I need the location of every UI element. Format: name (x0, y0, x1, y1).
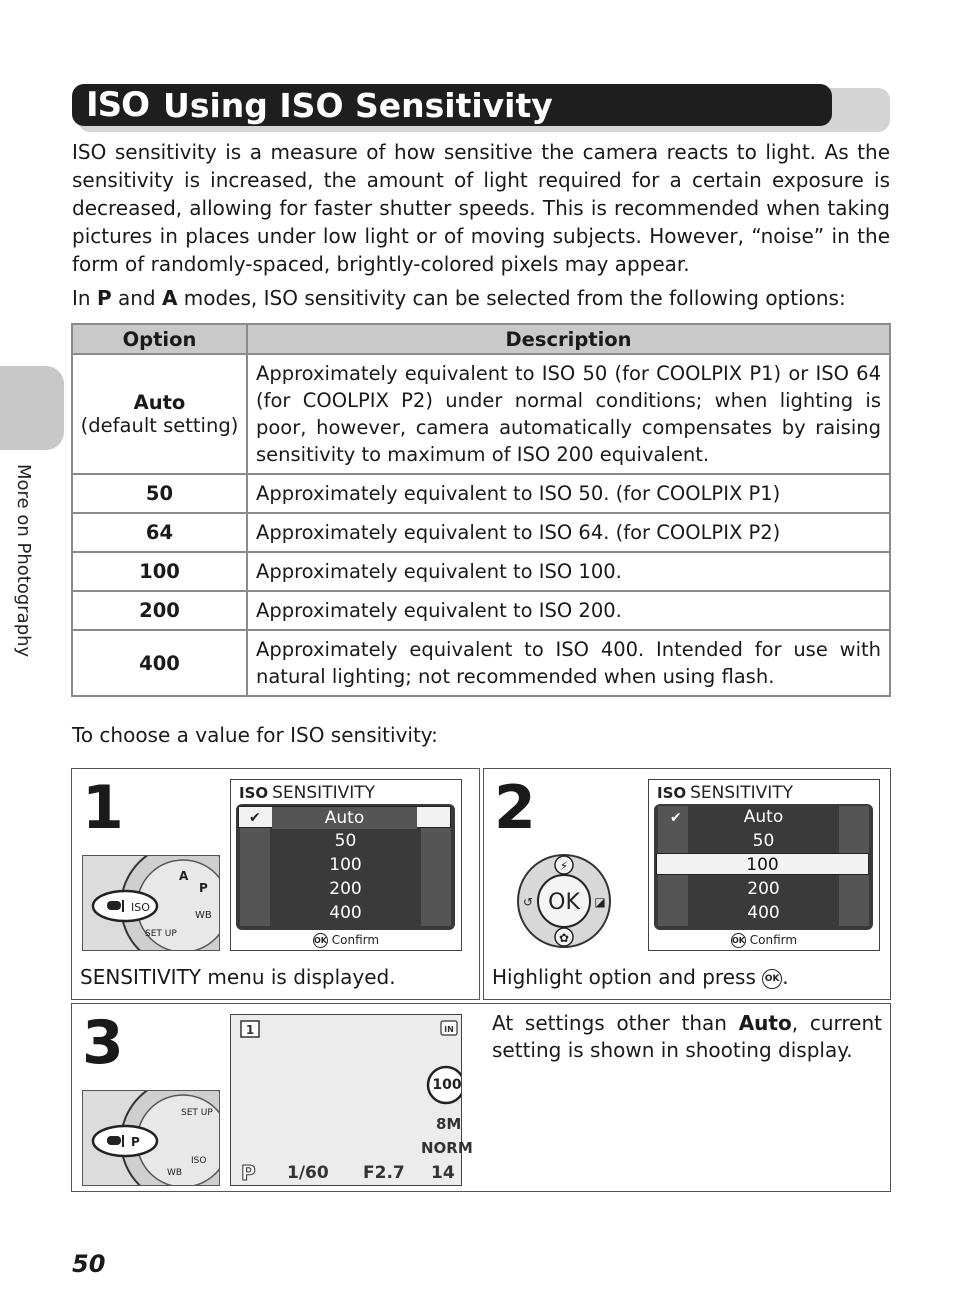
page-number: 50 (72, 1250, 106, 1278)
step-3-text-prefix: At settings other than (492, 1011, 739, 1035)
page-title: Using ISO Sensitivity (163, 85, 553, 125)
ok-button-icon: OK (762, 969, 782, 989)
modes-and: and (111, 286, 162, 310)
step-2 (483, 768, 891, 1000)
aperture-indicator: F2.7 (363, 1163, 405, 1183)
menu-item-auto[interactable] (238, 806, 451, 828)
intro-paragraph: ISO sensitivity is a measure of how sensitive the camera reacts to light. As the sensitivity is increased, the amount of light required for a certain exposure is decreased, allowing for faster shutter speeds. This is recommended when taking pictures in places under low light or of moving subjects. However, “noise” in the form of randomly-spaced, brightly-colored pixels may appear. (72, 140, 890, 276)
ok-icon: OK (313, 933, 328, 948)
menu-panel (236, 804, 455, 930)
option-cell: 100 (72, 552, 247, 591)
shooting-mode-indicator: P (241, 1161, 256, 1185)
option-header: Option (72, 324, 247, 354)
checkmark-icon: ✔ (249, 810, 261, 826)
description-cell: Approximately equivalent to ISO 64. (for COOLPIX P2) (247, 513, 890, 552)
shooting-display (230, 1014, 473, 1186)
step-number: 3 (82, 1008, 124, 1078)
table-row (72, 474, 890, 513)
step-3-text-suffix: , current setting is shown in shooting display. (492, 1011, 882, 1062)
checkmark-icon: ✔ (670, 810, 682, 826)
confirm-label: Confirm (331, 933, 380, 947)
svg-text:SET UP: SET UP (145, 929, 177, 939)
description-cell: Approximately equivalent to ISO 400. Intended for use with natural lighting; not recommended when using flash. (247, 630, 890, 696)
menu-title (239, 783, 375, 803)
table-row (72, 591, 890, 630)
description-header: Description (247, 324, 890, 354)
mode-dial-illustration (82, 855, 220, 951)
table-row (72, 513, 890, 552)
mode-p: P (96, 286, 112, 310)
iso-indicator: 100 (432, 1077, 462, 1093)
menu-item-200[interactable]: 200 (329, 879, 362, 899)
header-bar (72, 84, 832, 126)
option-cell: 64 (72, 513, 247, 552)
confirm-hint (649, 933, 879, 948)
menu-title (657, 783, 793, 803)
step-3-text (492, 1010, 882, 1064)
table-header-row (72, 324, 890, 354)
menu-item-50[interactable]: 50 (334, 831, 357, 851)
table-row (72, 354, 890, 474)
internal-memory-icon: IN (444, 1025, 454, 1034)
ok-icon: OK (731, 933, 746, 948)
frames-remaining-indicator: 14 (431, 1163, 455, 1183)
step-caption-text: Highlight option and press (492, 965, 756, 989)
confirm-hint (231, 933, 461, 948)
option-cell: 200 (72, 591, 247, 630)
menu-panel (654, 804, 873, 930)
step-number: 1 (82, 773, 124, 843)
mode-dial-illustration (82, 1090, 220, 1186)
mode-a: A (161, 286, 178, 310)
chapter-label: More on Photography (13, 464, 34, 658)
menu-item-400[interactable]: 400 (747, 903, 780, 923)
sensitivity-menu-screen (648, 779, 880, 951)
menu-item-label: Auto (272, 807, 417, 829)
menu-item-400[interactable]: 400 (329, 903, 362, 923)
choose-instruction: To choose a value for ISO sensitivity: (72, 723, 438, 747)
option-value: Auto (133, 391, 186, 414)
mode-dial-icon (83, 1091, 220, 1186)
sensitivity-menu-screen (230, 779, 462, 951)
svg-text:WB: WB (167, 1168, 183, 1178)
menu-item-100[interactable]: 100 (656, 853, 869, 875)
modes-prefix: In (72, 286, 97, 310)
description-cell: Approximately equivalent to ISO 100. (247, 552, 890, 591)
chapter-tab (0, 366, 64, 450)
svg-text:OK: OK (548, 890, 580, 915)
svg-text:ISO: ISO (191, 1156, 207, 1166)
svg-text:A: A (179, 869, 189, 883)
menu-item-100[interactable]: 100 (329, 855, 362, 875)
iso-icon: ISO (657, 784, 687, 802)
modes-suffix: modes, ISO sensitivity can be selected from the following options: (177, 286, 846, 310)
modes-paragraph (72, 284, 890, 312)
menu-item-200[interactable]: 200 (747, 879, 780, 899)
multi-selector-icon (514, 851, 614, 951)
confirm-label: Confirm (749, 933, 798, 947)
svg-text:⚡: ⚡ (559, 859, 569, 873)
menu-title-text: SENSITIVITY (272, 783, 376, 803)
table-row (72, 552, 890, 591)
step-3-text-bold: Auto (738, 1011, 792, 1035)
iso-icon: ISO (86, 85, 150, 125)
menu-item-auto[interactable]: Auto (743, 807, 784, 827)
menu-title-text: SENSITIVITY (690, 783, 794, 803)
description-cell: Approximately equivalent to ISO 50 (for COOLPIX P1) or ISO 64 (for COOLPIX P2) under normal conditions; when lighting is poor, however, camera automatically compensates by raising sensitivity to maximum of ISO 200 equivalent. (247, 354, 890, 474)
svg-text:↺: ↺ (522, 895, 534, 909)
iso-icon: ISO (239, 784, 269, 802)
description-cell: Approximately equivalent to ISO 50. (for COOLPIX P1) (247, 474, 890, 513)
option-cell: 400 (72, 630, 247, 696)
svg-text:ISO: ISO (131, 901, 150, 914)
shutter-speed-indicator: 1/60 (287, 1163, 329, 1183)
step-caption: Highlight option and press OK . (492, 965, 789, 989)
menu-item-50[interactable]: 50 (752, 831, 775, 851)
step-number: 2 (494, 773, 536, 843)
step-3 (71, 1003, 891, 1192)
svg-text:P: P (131, 1135, 140, 1149)
option-subtext: (default setting) (80, 414, 239, 437)
image-size-indicator: 8M (436, 1115, 462, 1133)
step-1 (71, 768, 480, 1000)
shooting-display-graphic (231, 1015, 461, 1185)
svg-text:P: P (199, 881, 208, 895)
section-header (72, 84, 890, 132)
image-quality-indicator: NORM (421, 1139, 473, 1157)
description-cell: Approximately equivalent to ISO 200. (247, 591, 890, 630)
svg-text:SET UP: SET UP (181, 1108, 213, 1118)
svg-text:1: 1 (245, 1023, 255, 1037)
option-cell: 50 (72, 474, 247, 513)
iso-options-table (71, 323, 891, 697)
svg-text:WB: WB (195, 910, 212, 921)
mode-dial-icon (83, 856, 220, 951)
svg-text:◪: ◪ (594, 895, 606, 909)
step-caption: SENSITIVITY menu is displayed. (80, 965, 396, 989)
table-row (72, 630, 890, 696)
svg-text:✿: ✿ (558, 931, 570, 945)
option-cell (72, 354, 247, 474)
